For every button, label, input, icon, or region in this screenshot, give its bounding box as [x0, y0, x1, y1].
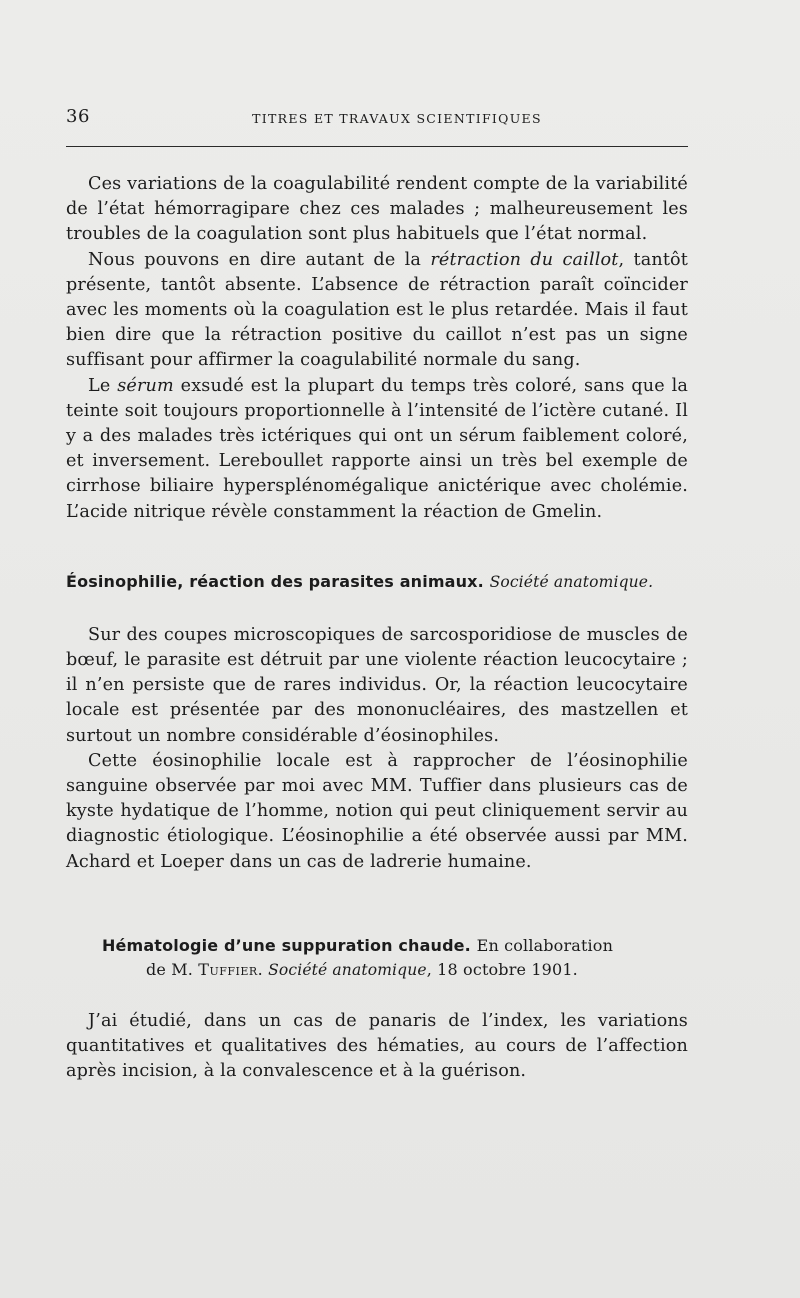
paragraph-text: Sur des coupes microscopiques de sarcosporidiose de muscles de bœuf, le parasite est détruit par une violente réaction leucocytaire ; il n’en persiste que de rares individus. Or, la réaction leucocytaire locale est présentée par des mononucléaires, des mastzellen et surtout un nombre considérable d’éosinophiles. [66, 624, 688, 746]
section-title-eosinophilie [66, 569, 688, 595]
paragraph-text: , tantôt présente, tantôt absente. L’absence de rétraction paraît coïncider avec les moments où la coagulation est le plus retardée. Mais il faut bien dire que la rétraction positive du caillot n’est pas un signe suffisant pour affirmer la coagulabilité normale du sang. [66, 249, 688, 371]
italic-term: rétraction du caillot [430, 249, 619, 270]
italic-term: sérum [117, 375, 174, 396]
paragraph-retraction [66, 248, 688, 374]
paragraph-eosinophilie-locale [66, 749, 688, 875]
running-title: TITRES ET TRAVAUX SCIENTIFIQUES [252, 111, 542, 126]
page-header [66, 106, 688, 130]
paragraph-text: Le [88, 375, 118, 396]
page-body [66, 172, 688, 1084]
section-title-hematologie [66, 933, 688, 958]
paragraph-sarcosporidiose [66, 623, 688, 749]
subtitle-separator: . [257, 959, 269, 979]
section-date: , 18 octobre 1901. [426, 959, 578, 979]
header-rule [66, 146, 688, 147]
paragraph-panaris [66, 1009, 688, 1085]
subtitle-prefix: de M. [146, 959, 199, 979]
paragraph-text: exsudé est la plupart du temps très coloré, sans que la teinte soit toujours proportionnelle à l’intensité de l’ictère cutané. Il y a des malades très ictériques qui ont un sérum faiblement coloré, et inversement. Lereboullet rapporte ainsi un très bel exemple de cirrhose biliaire hypersplénomégalique anictérique avec cholémie. L’acide nitrique révèle constamment la réaction de Gmelin. [66, 375, 689, 522]
section-title-text: Éosinophilie, réaction des parasites animaux. [66, 571, 484, 591]
section-venue: Société anatomique [268, 960, 427, 979]
paragraph-text: Cette éosinophilie locale est à rapprocher de l’éosinophilie sanguine observée par moi avec MM. Tuffier dans plusieurs cas de kyste hydatique de l’homme, notion qui peut cliniquement servir au diagnostic étiologique. L’éosinophilie a été observée aussi par MM. Achard et Loeper dans un cas de ladrerie humaine. [66, 750, 688, 872]
paragraph-text: Ces variations de la coagulabilité rendent compte de la variabilité de l’état hémorragipare chez ces malades ; malheureusement les troubles de la coagulation sont plus habituels que l’état normal. [66, 174, 688, 245]
paragraph-coagulation [66, 172, 688, 248]
paragraph-text: Nous pouvons en dire autant de la [88, 249, 431, 270]
section-venue: Société anatomique. [489, 572, 654, 591]
author-name: Tuffier [198, 959, 258, 979]
section-subtitle [66, 958, 688, 982]
paragraph-text: J’ai étudié, dans un cas de panaris de l’index, les variations quantitatives et qualitatives des hématies, au cours de l’affection après incision, à la convalescence et à la guérison. [66, 1010, 688, 1082]
paragraph-serum [66, 374, 688, 525]
page-number: 36 [66, 106, 90, 127]
section-title-text: Hématologie d’une suppuration chaude. [102, 935, 471, 955]
section-collaboration: En collaboration [476, 935, 614, 955]
